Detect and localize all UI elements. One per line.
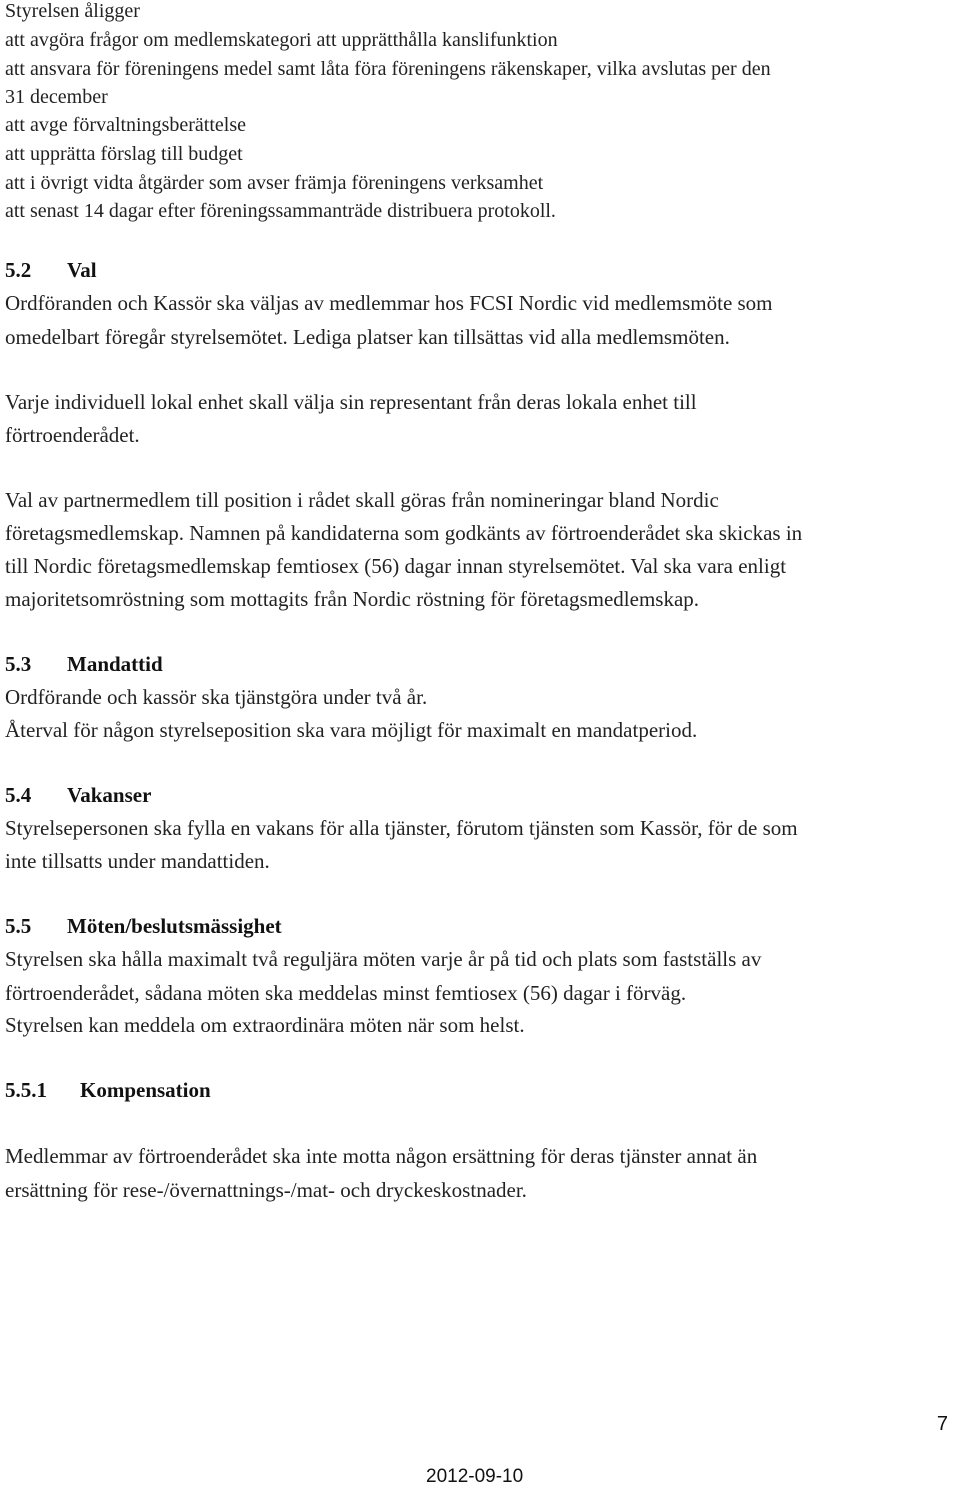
paragraph-line: Återval för någon styrelseposition ska vara möjligt för maximalt en mandatperiod. (5, 718, 698, 742)
intro-item: att upprätta förslag till budget (5, 143, 243, 165)
section-title: Kompensation (80, 1078, 211, 1102)
intro-item: att ansvara för föreningens medel samt låta föra föreningens räkenskaper, vilka avslutas per den (5, 58, 771, 80)
section-heading-5-4 (5, 782, 151, 808)
paragraph-line: Varje individuell lokal enhet skall välja sin representant från deras lokala enhet till (5, 390, 697, 414)
intro-item: att senast 14 dagar efter föreningssammanträde distribuera protokoll. (5, 200, 556, 222)
intro-title: Styrelsen åligger (5, 0, 140, 22)
section-heading-5-5-1 (5, 1077, 211, 1103)
section-number: 5.4 (5, 783, 32, 807)
intro-item: att i övrigt vidta åtgärder som avser främja föreningens verksamhet (5, 172, 544, 194)
section-heading-5-5 (5, 913, 282, 939)
intro-item: 31 december (5, 86, 108, 108)
page-number: 7 (936, 1413, 948, 1435)
section-number: 5.2 (5, 258, 32, 282)
paragraph-line: förtroenderådet, sådana möten ska meddelas minst femtiosex (56) dagar i förväg. (5, 981, 687, 1005)
section-heading-5-2 (5, 257, 97, 283)
paragraph-line: företagsmedlemskap. Namnen på kandidaterna som godkänts av förtroenderådet ska skickas in (5, 521, 803, 545)
paragraph-line: Val av partnermedlem till position i rådet skall göras från nomineringar bland Nordic (5, 488, 719, 512)
section-title: Mandattid (67, 652, 163, 676)
intro-item: att avge förvaltningsberättelse (5, 114, 247, 136)
paragraph-line: ersättning för rese-/övernattnings-/mat- och dryckeskostnader. (5, 1178, 527, 1202)
paragraph-line: omedelbart föregår styrelsemötet. Lediga platser kan tillsättas vid alla medlemsmöten. (5, 325, 730, 349)
section-number: 5.3 (5, 652, 32, 676)
section-title: Vakanser (67, 783, 152, 807)
paragraph-line: inte tillsatts under mandattiden. (5, 849, 270, 873)
section-title: Val (67, 258, 97, 282)
paragraph-line: Styrelsen ska hålla maximalt två reguljära möten varje år på tid och plats som fastställs av (5, 947, 762, 971)
section-number: 5.5 (5, 914, 32, 938)
footer-date: 2012-09-10 (426, 1466, 524, 1487)
paragraph-line: Styrelsepersonen ska fylla en vakans för alla tjänster, förutom tjänsten som Kassör, för de som (5, 816, 798, 840)
paragraph-line: Ordföranden och Kassör ska väljas av medlemmar hos FCSI Nordic vid medlemsmöte som (5, 291, 773, 315)
section-heading-5-3 (5, 651, 163, 677)
paragraph-line: Medlemmar av förtroenderådet ska inte motta någon ersättning för deras tjänster annat än (5, 1144, 758, 1168)
section-title: Möten/beslutsmässighet (67, 914, 282, 938)
paragraph-line: till Nordic företagsmedlemskap femtiosex (56) dagar innan styrelsemötet. Val ska vara enligt (5, 554, 787, 578)
paragraph-line: Ordförande och kassör ska tjänstgöra under två år. (5, 685, 428, 709)
paragraph-line: förtroenderådet. (5, 423, 140, 447)
paragraph-line: majoritetsomröstning som mottagits från Nordic röstning för företagsmedlemskap. (5, 587, 700, 611)
intro-item: att avgöra frågor om medlemskategori att upprätthålla kanslifunktion (5, 29, 558, 51)
paragraph-line: Styrelsen kan meddela om extraordinära möten när som helst. (5, 1013, 525, 1037)
section-number: 5.5.1 (5, 1078, 47, 1102)
